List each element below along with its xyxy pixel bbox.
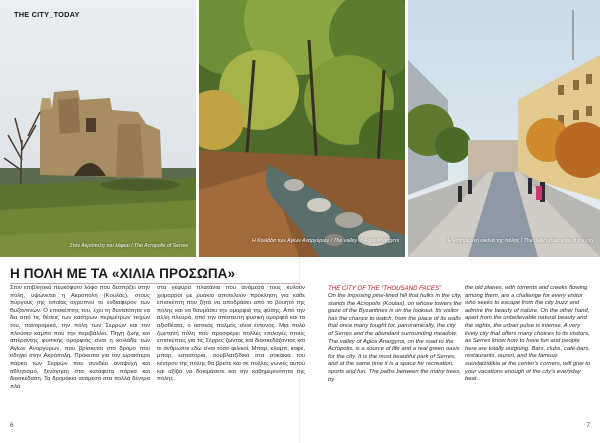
photo-acropolis <box>0 0 196 257</box>
photo-caption: Η Κοιλάδα των Αγίων Αναργύρων / The valley of Agioi Anargyroi <box>252 238 399 244</box>
street-illustration <box>408 0 600 257</box>
greek-column-2: στα γέφυρα πλατάνια που ανάμεσά τους κυλούν χείμαρροι με ρυάκια αποτελούν πρόκληση για κάθε επισκέπτη που ζητά να αποδράσει από το βουητό της πόλης και να θαυμάσει την ομορφιά της φύσης. Από την άλλη πλευρά, από την απίστευτη φυσική ομορφιά και τα αξιοθέατα, ο αστικός παλμός είναι έντονος. Μια πολύ ζωντανή πόλη που προσφέρει πολλές επιλογές στους επισκέπτες για τις Σέρρες ζώντας και διασκεδάζοντας και οι άνθρωποι εδώ είναι τόσο φιλικοί. Μπαρ, κλαμπ, καφέ, μπαρ, εστιατόρια, σουβλατζίδικα στα σοκάκια του κέντρου της πόλης θα βρείτε και σε πολλές γωνιές αυτού και αξίζει να δοκιμάσετε και την καθημερινότητα της πόλης. <box>157 285 305 383</box>
photo-caption: Στον Ακρόπολη του λόφου / The Acropolis of Serres <box>69 243 188 249</box>
english-column-1: On the imposing pine-lined hill that hulks in the city, stands the Acropolis (Koulas), on whose towers the gaze of the Byzantines is on the lookout. Its visitor has the chance to watch, from the place of its walls that once many fought for, panoramically, the city of Serres and the abundant surrounding meadow. The valley of Agios Anargyroi, on the road to the Acropolis, is a source of life and a real green oasis for the city. It is the most beautiful park of Serres, and at the same time it is a space for recreation, sports and fun. The paths between the many trees, by <box>328 293 462 383</box>
headline-rule <box>10 283 300 284</box>
greek-column-1: Στον επιβλητικό πευκόφυτο λόφο που δεσπόζει στην πόλη, υψώνεται η Ακρόπολη (Κουλάς), στους πύργους της οποίας αγρυπνεί το ενδιαφέρον των Βυζαντινών. Ο επισκέπτης του, έχει τη δυνατότητα να δει από τις θέσεις των κάστρων περιμέτρων τειχών του, πανοραμικά, την πόλη των Σερρών και τον πλούσιο κάμπο που την περιβάλλει. Πηγή ζωής και απέραντης φυσικής ομορφιάς είναι η κοιλάδα των Αγίων Αναργύρων, που βρίσκεται στο δρόμο που οδηγεί στην Ακρόπολη. Πρόκειται για τον ωραιότερο πάρκο των Σερρών που συνδέει αναψυχή και αθλητισμό, ξενάγηση στα κατάφυτα πάρκα και διασκέδαση. Τα δρομάκια ανάμεσα στα πολλά δέντρα πλά <box>10 285 150 390</box>
valley-illustration <box>199 0 405 257</box>
photo-caption: Η καθημερινή εικόνα της πόλης / The daily urban side of the city <box>447 238 594 244</box>
acropolis-illustration <box>0 0 196 257</box>
photo-street <box>408 0 600 257</box>
section-tag: THE CITY_TODAY <box>14 10 80 19</box>
page-number-left: 6 <box>10 422 14 429</box>
english-column-2: the old planes, with torrents and creeks flowing among them, are a challenge for every visitor who seeks to escape from the city buzz and admire the beauty of nature. On the other hand, apart from the unbelievable natural beauty and the sights, the urban pulse is intense. A very lively city that offers many choices to its visitors, as Serres know how to have fun and people here are totally outgoing. Bars, clubs, cafe-bars, restaurants, ouzeri, and the famous souvlatzidikia at the center's corners, will give to your vacations enough of the city's everyday beat. <box>465 285 591 383</box>
english-title: THE CITY OF THE “THOUSAND FACES” <box>328 285 442 292</box>
photo-valley <box>199 0 405 257</box>
page-number-right: 7 <box>586 422 590 429</box>
headline: Η ΠΟΛΗ ΜΕ ΤΑ «ΧΙΛΙΑ ΠΡΟΣΩΠΑ» <box>10 266 236 281</box>
